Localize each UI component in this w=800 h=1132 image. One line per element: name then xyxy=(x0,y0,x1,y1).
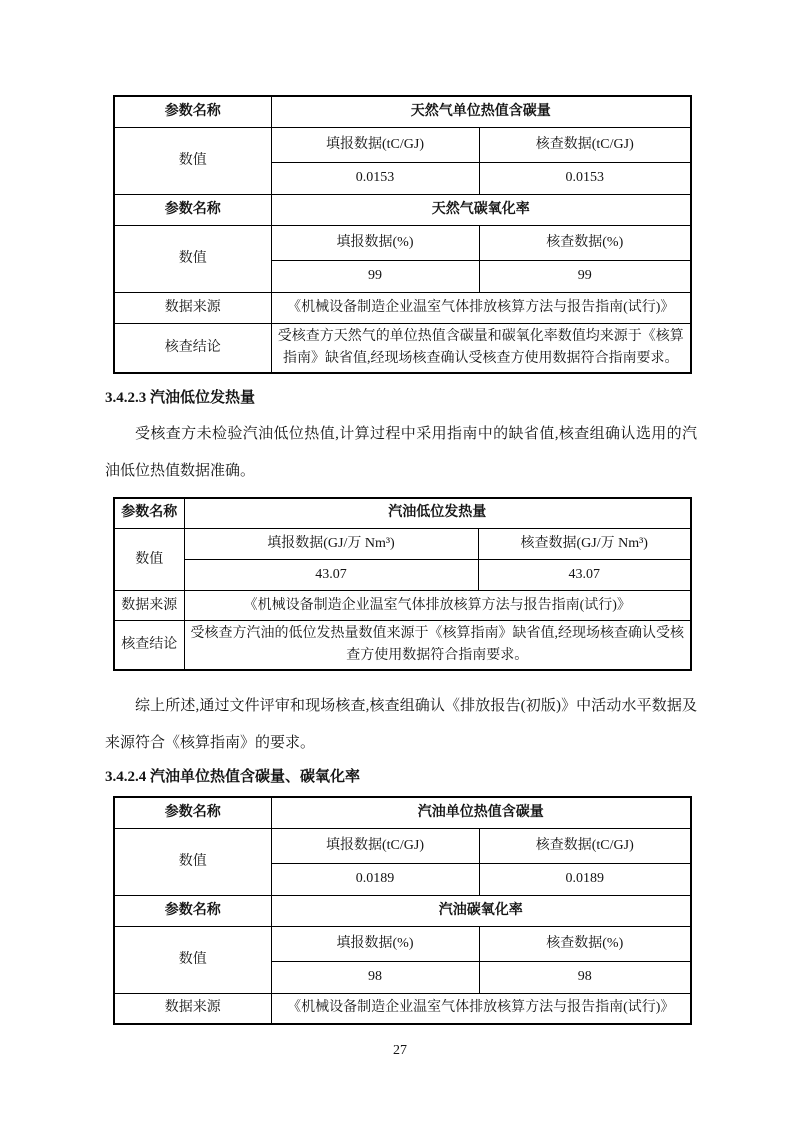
page-number: 27 xyxy=(393,1043,407,1058)
data-source-label: 数据来源 xyxy=(114,993,271,1024)
gasoline-ncv-table xyxy=(113,497,692,672)
table-row xyxy=(114,797,691,828)
verified-data-header: 核查数据(tC/GJ) xyxy=(479,828,691,863)
param-name-label: 参数名称 xyxy=(114,96,271,127)
table-row xyxy=(114,225,691,260)
param-name-value: 天然气单位热值含碳量 xyxy=(271,96,691,127)
verified-data-value: 0.0153 xyxy=(479,162,691,194)
param-name-value: 汽油单位热值含碳量 xyxy=(271,797,691,828)
verified-data-value: 0.0189 xyxy=(479,863,691,895)
table-row xyxy=(114,498,691,529)
verified-data-value: 98 xyxy=(479,961,691,993)
numeric-value-label: 数值 xyxy=(114,926,271,993)
verified-data-value: 99 xyxy=(479,260,691,292)
table-row xyxy=(114,529,691,560)
conclusion-value: 受核查方汽油的低位发热量数值来源于《核算指南》缺省值,经现场核查确认受核查方使用数据符合指南要求。 xyxy=(184,621,691,671)
natural-gas-parameters-table xyxy=(113,95,692,374)
param-name-label: 参数名称 xyxy=(114,498,184,529)
summary-paragraph: 综上所述,通过文件评审和现场核查,核查组确认《排放报告(初版)》中活动水平数据及来源符合《核算指南》的要求。 xyxy=(105,698,697,751)
conclusion-label: 核查结论 xyxy=(114,323,271,373)
data-source-label: 数据来源 xyxy=(114,591,184,621)
param-name-value: 汽油碳氧化率 xyxy=(271,895,691,926)
param-name-label: 参数名称 xyxy=(114,797,271,828)
verified-data-value: 43.07 xyxy=(478,560,691,591)
table-row xyxy=(114,621,691,671)
gasoline-carbon-parameters-table xyxy=(113,796,692,1025)
page-content xyxy=(0,95,800,1025)
numeric-value-label: 数值 xyxy=(114,225,271,292)
reported-data-value: 43.07 xyxy=(184,560,478,591)
verified-data-header: 核查数据(tC/GJ) xyxy=(479,127,691,162)
verified-data-header: 核查数据(%) xyxy=(479,225,691,260)
param-name-label: 参数名称 xyxy=(114,895,271,926)
reported-data-value: 99 xyxy=(271,260,479,292)
table-row xyxy=(114,828,691,863)
param-name-value: 汽油低位发热量 xyxy=(184,498,691,529)
conclusion-label: 核查结论 xyxy=(114,621,184,671)
table-row xyxy=(114,993,691,1024)
table-row xyxy=(114,96,691,127)
table-row xyxy=(114,560,691,591)
table-row xyxy=(114,926,691,961)
table-row xyxy=(114,591,691,621)
numeric-value-label: 数值 xyxy=(114,127,271,194)
reported-data-header: 填报数据(%) xyxy=(271,926,479,961)
reported-data-value: 0.0189 xyxy=(271,863,479,895)
numeric-value-label: 数值 xyxy=(114,529,184,591)
reported-data-value: 98 xyxy=(271,961,479,993)
data-source-label: 数据来源 xyxy=(114,292,271,323)
verified-data-header: 核查数据(%) xyxy=(479,926,691,961)
param-name-value: 天然气碳氧化率 xyxy=(271,194,691,225)
table-row xyxy=(114,323,691,373)
numeric-value-label: 数值 xyxy=(114,828,271,895)
param-name-label: 参数名称 xyxy=(114,194,271,225)
reported-data-header: 填报数据(tC/GJ) xyxy=(271,127,479,162)
conclusion-value: 受核查方天然气的单位热值含碳量和碳氧化率数值均来源于《核算指南》缺省值,经现场核查确认受核查方使用数据符合指南要求。 xyxy=(271,323,691,373)
verified-data-header: 核查数据(GJ/万 Nm³) xyxy=(478,529,691,560)
table-row xyxy=(114,194,691,225)
section-3-4-2-3-paragraph: 受核查方未检验汽油低位热值,计算过程中采用指南中的缺省值,核查组确认选用的汽油低位热值数据准确。 xyxy=(105,425,697,479)
reported-data-value: 0.0153 xyxy=(271,162,479,194)
reported-data-header: 填报数据(GJ/万 Nm³) xyxy=(184,529,478,560)
section-heading-3-4-2-4: 3.4.2.4 汽油单位热值含碳量、碳氧化率 xyxy=(105,769,361,785)
reported-data-header: 填报数据(tC/GJ) xyxy=(271,828,479,863)
table-row xyxy=(114,127,691,162)
data-source-value: 《机械设备制造企业温室气体排放核算方法与报告指南(试行)》 xyxy=(184,591,691,621)
reported-data-header: 填报数据(%) xyxy=(271,225,479,260)
section-heading-3-4-2-3: 3.4.2.3 汽油低位发热量 xyxy=(105,389,256,406)
data-source-value: 《机械设备制造企业温室气体排放核算方法与报告指南(试行)》 xyxy=(271,993,691,1024)
table-row xyxy=(114,895,691,926)
table-row xyxy=(114,292,691,323)
data-source-value: 《机械设备制造企业温室气体排放核算方法与报告指南(试行)》 xyxy=(271,292,691,323)
